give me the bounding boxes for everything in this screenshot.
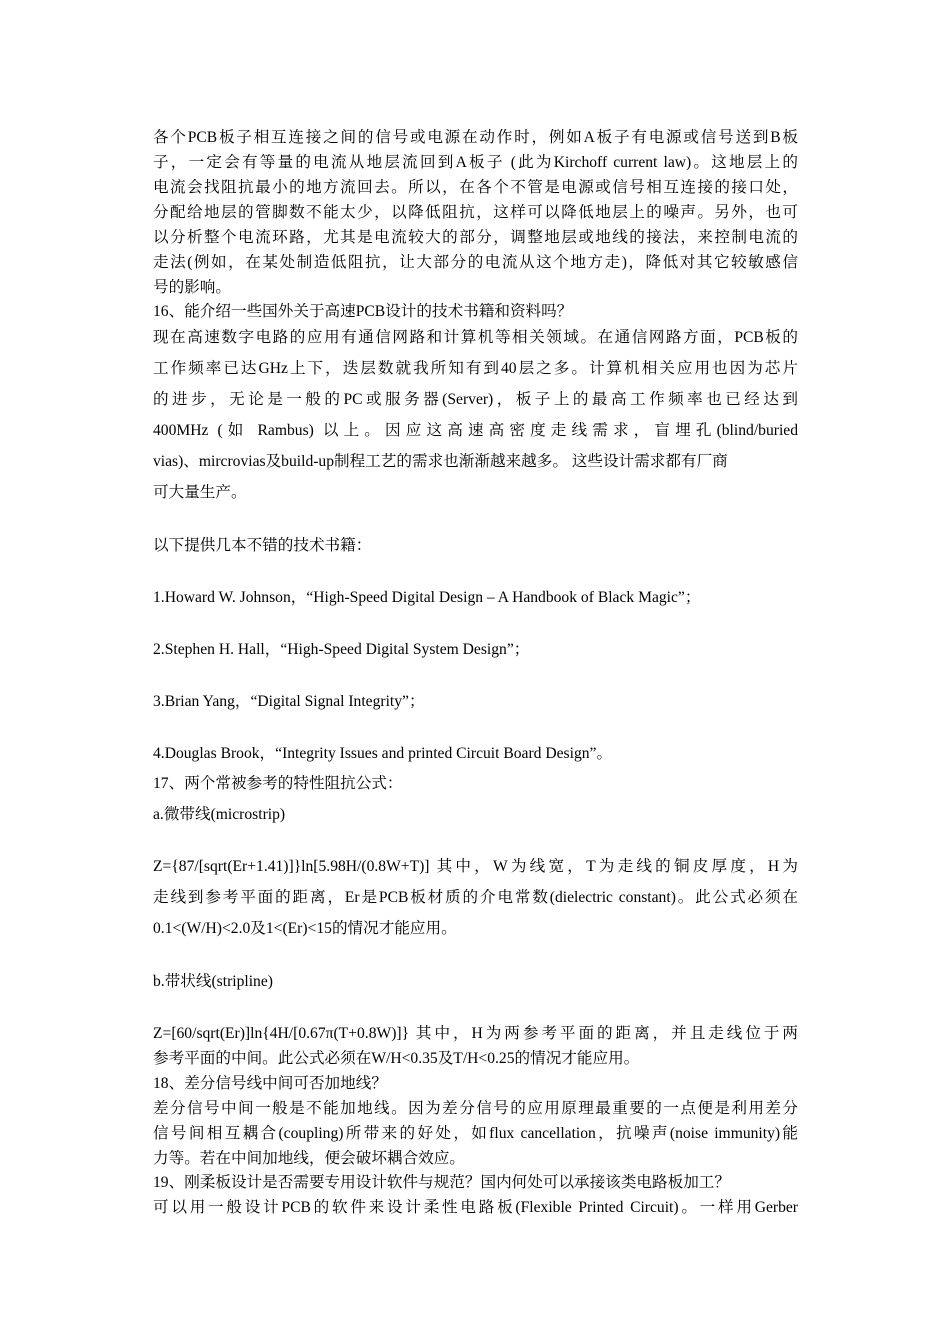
text-line: 各个PCB板子相互连接之间的信号或电源在动作时，例如A板子有电源或信号送到B板: [153, 129, 798, 146]
text-line: 以分析整个电流环路，尤其是电流较大的部分，调整地层或地线的接法，来控制电流的: [153, 229, 798, 246]
formula-line: Z={87/[sqrt(Er+1.41)]}ln[5.98H/(0.8W+T)] 其中，W为线宽，T为走线的铜皮厚度，H为: [153, 858, 798, 875]
text-line: 现在高速数字电路的应用有通信网路和计算机等相关领域。在通信网路方面，PCB板的: [153, 329, 798, 346]
text-line: 差分信号中间一般是不能加地线。因为差分信号的应用原理最重要的一点便是利用差分: [153, 1100, 798, 1117]
text-line: 走法(例如，在某处制造低阻抗，让大部分的电流从这个地方走)，降低对其它较敏感信: [153, 254, 798, 271]
text-line: 的进步，无论是一般的PC或服务器(Server)，板子上的最高工作频率也已经达到: [153, 391, 798, 408]
text-line: 工作频率已达GHz上下，迭层数就我所知有到40层之多。计算机相关应用也因为芯片: [153, 360, 798, 377]
question-heading: 19、刚柔板设计是否需要专用设计软件与规范？国内何处可以承接该类电路板加工？: [153, 1174, 730, 1191]
text-line: vias)、mircrovias及build-up制程工艺的需求也渐渐越来越多。 这些设计需求都有厂商: [153, 453, 728, 470]
text-line: 信号间相互耦合(coupling)所带来的好处，如flux cancellation，抗噪声(noise immunity)能: [153, 1125, 798, 1142]
question-heading: 17、两个常被参考的特性阻抗公式：: [153, 775, 403, 792]
formula-line: Z=[60/sqrt(Er)]ln{4H/[0.67π(T+0.8W)]} 其中，H为两参考平面的距离，并且走线位于两: [153, 1025, 798, 1042]
book-item: 1.Howard W. Johnson，“High-Speed Digital Design – A Handbook of Black Magic”；: [153, 589, 701, 606]
text-line: 0.1<(W/H)<2.0及1<(Er)<15的情况才能应用。: [153, 920, 457, 937]
text-line: 以下提供几本不错的技术书籍：: [153, 537, 372, 554]
subheading: a.微带线(microstrip): [153, 806, 286, 823]
text-line: 走线到参考平面的距离，Er是PCB板材质的介电常数(dielectric constant)。此公式必须在: [153, 889, 798, 906]
text-line: 可以用一般设计PCB的软件来设计柔性电路板(Flexible Printed Circuit)。一样用Gerber: [153, 1199, 798, 1216]
text-line: 号的影响。: [153, 279, 231, 296]
question-heading: 18、差分信号线中间可否加地线？: [153, 1075, 387, 1092]
book-item: 2.Stephen H. Hall，“High-Speed Digital System Design”；: [153, 641, 530, 658]
text-line: 电流会找阻抗最小的地方流回去。所以，在各个不管是电源或信号相互连接的接口处，: [153, 179, 798, 196]
text-line: 子，一定会有等量的电流从地层流回到A板子 (此为Kirchoff current law)。这地层上的: [153, 154, 798, 171]
text-line: 参考平面的中间。此公式必须在W/H<0.35及T/H<0.25的情况才能应用。: [153, 1050, 640, 1067]
book-item: 3.Brian Yang，“Digital Signal Integrity”；: [153, 693, 425, 710]
text-line: 分配给地层的管脚数不能太少，以降低阻抗，这样可以降低地层上的噪声。另外，也可: [153, 204, 798, 221]
text-line: 力等。若在中间加地线，便会破坏耦合效应。: [153, 1150, 465, 1167]
text-line: 400MHz (如 Rambus) 以上。因应这高速高密度走线需求，盲埋孔(blind/buried: [153, 422, 798, 439]
question-heading: 16、能介绍一些国外关于高速PCB设计的技术书籍和资料吗？: [153, 303, 573, 320]
text-line: 可大量生产。: [153, 484, 247, 501]
subheading: b.带状线(stripline): [153, 973, 273, 990]
book-item: 4.Douglas Brook，“Integrity Issues and printed Circuit Board Design”。: [153, 745, 613, 762]
